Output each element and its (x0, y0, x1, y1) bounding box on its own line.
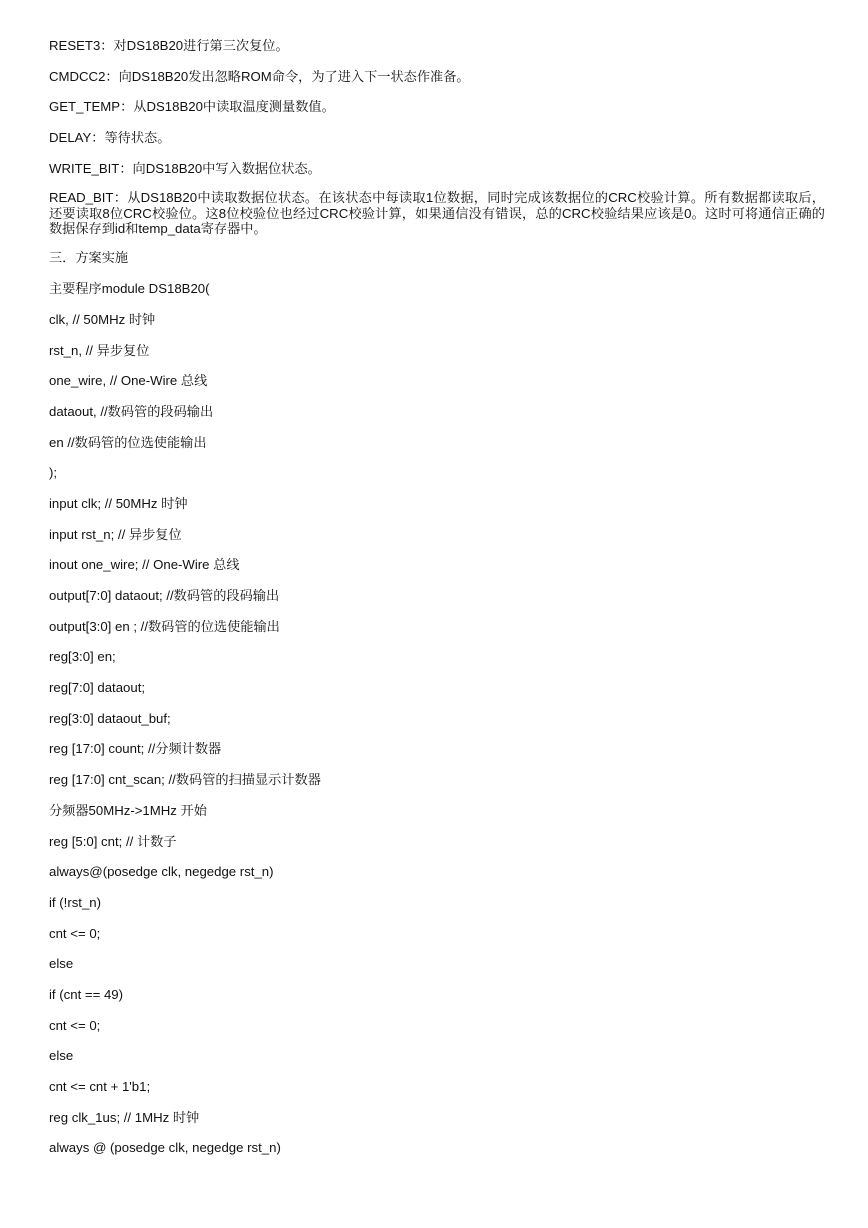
state-description-delay: DELAY：等待状态。 (49, 130, 171, 146)
code-line: always @ (posedge clk, negedge rst_n) (49, 1140, 281, 1156)
code-line: if (!rst_n) (49, 894, 102, 910)
code-line: dataout, //数码管的段码输出 (49, 403, 214, 419)
state-description-read-bit: READ_BIT：从DS18B20中读取数据位状态。在该状态中每读取1位数据，同时完成该数据位的CRC校验计算。所有数据都读取后，还要读取8位CRC校验位。这8位校验位也经过CRC校验计算，如果通信没有错误，总的CRC校验结果应该是0。这时可将通信正确的数据保存到id和temp_data寄存器中。 (49, 190, 825, 237)
code-line: reg [17:0] count; //分频计数器 (49, 741, 222, 757)
code-line: inout one_wire; // One-Wire 总线 (49, 557, 240, 573)
code-line: one_wire, // One-Wire 总线 (49, 373, 208, 389)
section-title: 三．方案实施 (49, 250, 129, 266)
state-description-write-bit: WRITE_BIT：向DS18B20中写入数据位状态。 (49, 160, 321, 176)
code-line: else (49, 956, 74, 972)
code-line: reg[7:0] dataout; (49, 680, 146, 696)
code-line: reg[3:0] dataout_buf; (49, 710, 171, 726)
code-line: cnt <= 0; (49, 1017, 101, 1033)
code-line: output[7:0] dataout; //数码管的段码输出 (49, 588, 280, 603)
code-line: ); (49, 465, 58, 481)
code-line: else (49, 1048, 74, 1064)
code-line: en //数码管的位选使能输出 (49, 434, 207, 450)
code-line: cnt <= cnt + 1'b1; (49, 1079, 151, 1094)
code-line: clk, // 50MHz 时钟 (49, 311, 156, 327)
code-line: if (cnt == 49) (49, 986, 124, 1002)
code-line: output[3:0] en ; //数码管的位选使能输出 (49, 618, 280, 634)
code-line: input clk; // 50MHz 时钟 (49, 495, 188, 511)
state-description-get-temp: GET_TEMP：从DS18B20中读取温度测量数值。 (49, 99, 335, 115)
code-line: rst_n, // 异步复位 (49, 342, 150, 358)
code-line: 分频器50MHz->1MHz 开始 (49, 802, 207, 818)
code-line: reg [5:0] cnt; // 计数子 (49, 833, 177, 849)
state-description-reset3: RESET3：对DS18B20进行第三次复位。 (49, 38, 289, 53)
code-line: input rst_n; // 异步复位 (49, 526, 182, 542)
code-line: reg clk_1us; // 1MHz 时钟 (49, 1109, 200, 1125)
document-body (49, 37, 825, 1170)
code-line: always@(posedge clk, negedge rst_n) (49, 864, 274, 880)
code-line: cnt <= 0; (49, 925, 101, 941)
code-line: 主要程序module DS18B20( (49, 281, 210, 297)
code-line: reg [17:0] cnt_scan; //数码管的扫描显示计数器 (49, 772, 321, 788)
state-description-cmdcc2: CMDCC2：向DS18B20发出忽略ROM命令，为了进入下一状态作准备。 (49, 68, 470, 84)
code-line: reg[3:0] en; (49, 649, 116, 665)
